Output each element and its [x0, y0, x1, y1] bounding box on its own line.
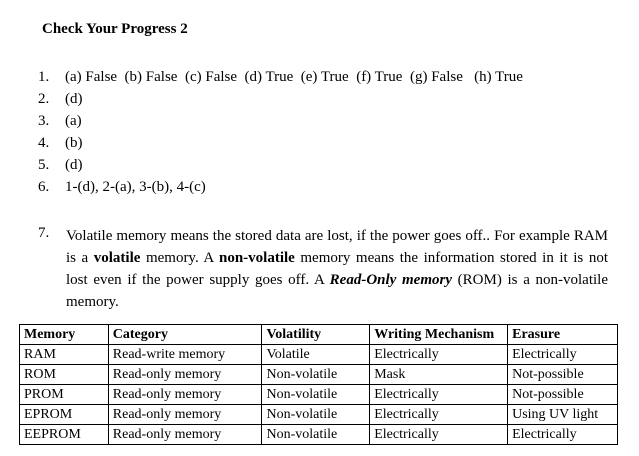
table-cell: Read-write memory [108, 345, 262, 365]
table-cell: Read-only memory [108, 405, 262, 425]
table-cell: Electrically [508, 425, 618, 445]
list-item [38, 66, 523, 88]
bold-italic-term: Read-Only memory [329, 272, 452, 288]
list-item [38, 176, 523, 198]
list-item [38, 154, 523, 176]
table-cell: Electrically [370, 425, 508, 445]
table-row [20, 365, 618, 385]
item-number: 3. [38, 113, 50, 129]
item-text: (a) [65, 113, 82, 129]
table-cell: Non-volatile [262, 365, 370, 385]
bold-term: volatile [93, 250, 141, 266]
list-item [38, 88, 523, 110]
table-cell: PROM [20, 385, 109, 405]
column-header: Memory [20, 325, 109, 345]
table-header-row [20, 325, 618, 345]
memory-comparison-table [19, 324, 618, 445]
column-header: Category [108, 325, 262, 345]
list-item [38, 132, 523, 154]
table-row [20, 405, 618, 425]
table-cell: Mask [370, 365, 508, 385]
text-run: (ROM) is a non-volatile memory. [66, 272, 609, 310]
item-number: 2. [38, 91, 50, 107]
text-run: Volatile memory means the stored data are lost, if the power goes off.. For example RAM is a [66, 228, 608, 266]
table-cell: Electrically [370, 405, 508, 425]
page-heading: Check Your Progress 2 [42, 21, 188, 37]
item-text: 1-(d), 2-(a), 3-(b), 4-(c) [65, 179, 206, 195]
table-cell: Electrically [370, 345, 508, 365]
table-cell: Non-volatile [262, 405, 370, 425]
item-number: 4. [38, 135, 50, 151]
column-header: Writing Mechanism [370, 325, 508, 345]
table-row [20, 385, 618, 405]
column-header: Erasure [508, 325, 618, 345]
text-run: memory. A [140, 250, 219, 266]
table-cell: Read-only memory [108, 425, 262, 445]
item-number: 7. [38, 225, 50, 241]
table-cell: RAM [20, 345, 109, 365]
answer-paragraph [66, 225, 608, 313]
text-run: memory means the information stored in it is not lost even if the power supply goes off. A [66, 250, 608, 288]
table-cell: Read-only memory [108, 385, 262, 405]
table-cell: Electrically [508, 345, 618, 365]
column-header: Volatility [262, 325, 370, 345]
item-number: 1. [38, 69, 50, 85]
table-cell: EEPROM [20, 425, 109, 445]
answer-list [38, 66, 523, 198]
table-cell: Using UV light [508, 405, 618, 425]
table-cell: Non-volatile [262, 425, 370, 445]
item-text: (a) False (b) False (c) False (d) True (e) True (f) True (g) False (h) True [65, 69, 523, 85]
table-cell: Volatile [262, 345, 370, 365]
table-cell: Not-possible [508, 365, 618, 385]
table-cell: Read-only memory [108, 365, 262, 385]
bold-term: non-volatile [218, 250, 295, 266]
table-cell: EPROM [20, 405, 109, 425]
item-text: (b) [65, 135, 83, 151]
table-cell: Electrically [370, 385, 508, 405]
list-item [38, 110, 523, 132]
table-row [20, 345, 618, 365]
item-number: 6. [38, 179, 50, 195]
table-cell: Not-possible [508, 385, 618, 405]
table-cell: ROM [20, 365, 109, 385]
table-row [20, 425, 618, 445]
item-text: (d) [65, 91, 83, 107]
item-number: 5. [38, 157, 50, 173]
table-cell: Non-volatile [262, 385, 370, 405]
item-text: (d) [65, 157, 83, 173]
question-7-answer [38, 225, 608, 313]
